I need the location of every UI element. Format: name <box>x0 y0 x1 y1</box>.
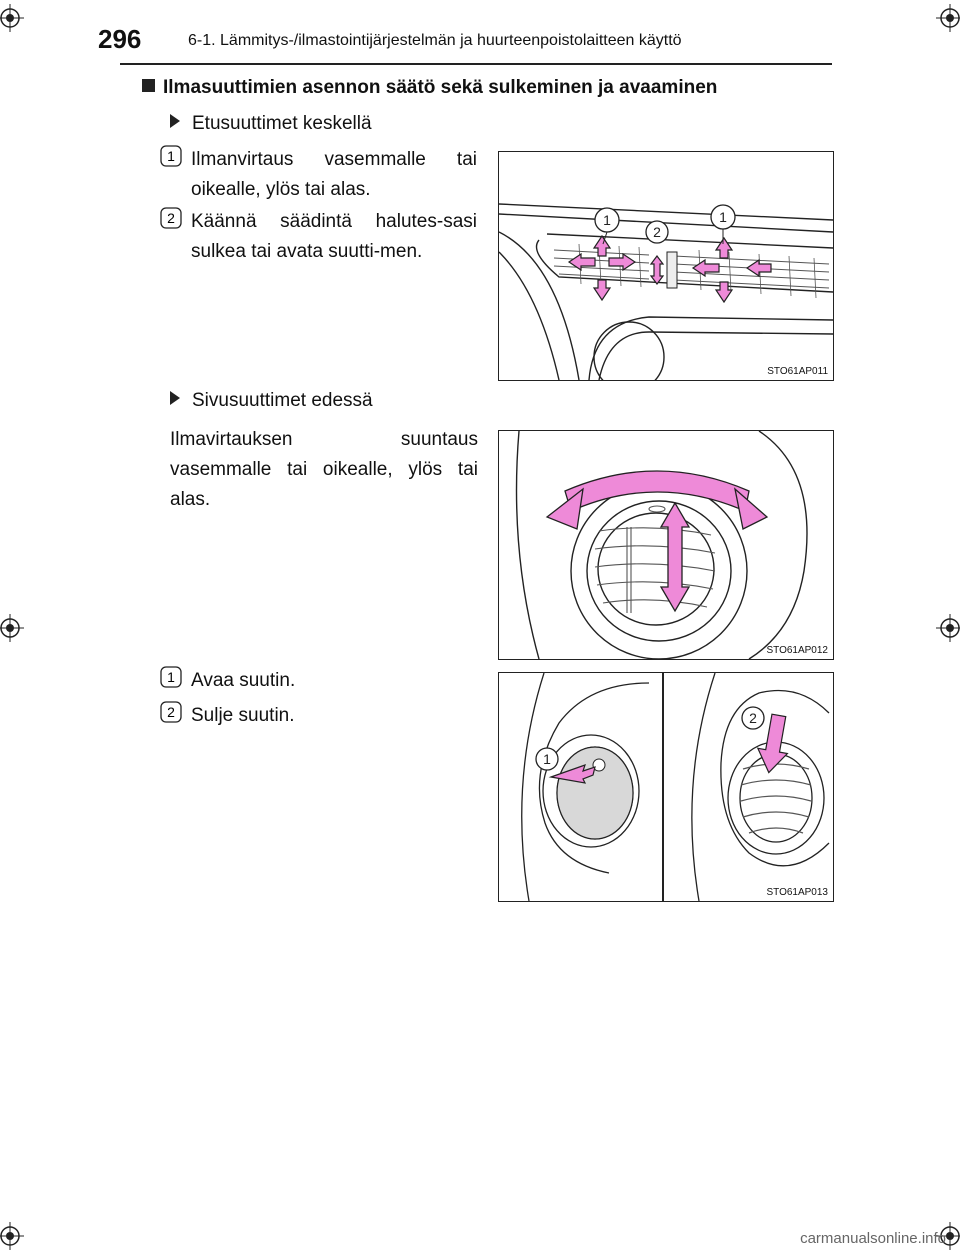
side-vent-direction-figure <box>498 430 834 660</box>
center-vents-heading-text: Etusuuttimet keskellä <box>192 113 372 134</box>
triangle-bullet-icon <box>170 114 180 128</box>
svg-text:1: 1 <box>167 148 175 164</box>
side-vent-direction-illustration <box>499 431 833 659</box>
step-number-badge-icon <box>160 207 182 229</box>
callout-label: 1 <box>603 212 611 228</box>
side-vents-paragraph: Ilmavirtauksen suuntaus vasemmalle tai oikealle, ylös tai alas. <box>170 429 478 510</box>
figure-code: STO61AP011 <box>767 366 828 377</box>
svg-text:1: 1 <box>167 669 175 685</box>
page-number: 296 <box>98 24 142 54</box>
figure-code: STO61AP012 <box>766 645 828 656</box>
header-rule <box>120 63 832 65</box>
section-title-text: Ilmasuuttimien asennon säätö sekä sulkeminen ja avaaminen <box>163 77 718 98</box>
side-vent-open-close-illustration <box>499 673 833 901</box>
center-vents-heading <box>170 113 372 135</box>
callout-label: 1 <box>543 751 551 767</box>
registration-mark-icon <box>936 614 960 642</box>
running-head: 6-1. Lämmitys-/ilmastointijärjestelmän ja huurteenpoistolaitteen käyttö <box>188 32 682 49</box>
center-step-2-text: Käännä säädintä halutes-sasi sulkea tai avata suutti-men. <box>191 211 477 262</box>
square-bullet-icon <box>142 79 155 92</box>
side-vents-heading-text: Sivusuuttimet edessä <box>192 390 373 411</box>
section-title <box>142 77 717 99</box>
svg-text:2: 2 <box>167 704 175 720</box>
side-step-2-text: Sulje suutin. <box>191 705 295 726</box>
step-number-badge-icon <box>160 701 182 723</box>
side-vents-heading <box>170 390 373 412</box>
figure-code: STO61AP013 <box>766 887 828 898</box>
center-step-1-text: Ilmanvirtaus vasemmalle tai oikealle, ylös tai alas. <box>191 149 477 200</box>
registration-mark-icon <box>936 4 960 32</box>
side-step-1-text: Avaa suutin. <box>191 670 296 691</box>
step-number-badge-icon <box>160 666 182 688</box>
footer-watermark: carmanualsonline.info <box>800 1230 946 1247</box>
registration-mark-icon <box>0 1222 24 1250</box>
callout-label: 2 <box>653 224 661 240</box>
callout-label: 2 <box>749 710 757 726</box>
center-vents-illustration <box>499 152 833 380</box>
side-vent-open-close-figure <box>498 672 834 902</box>
svg-text:2: 2 <box>167 210 175 226</box>
registration-mark-icon <box>0 614 24 642</box>
triangle-bullet-icon <box>170 391 180 405</box>
callout-label: 1 <box>719 209 727 225</box>
registration-mark-icon <box>0 4 24 32</box>
step-number-badge-icon <box>160 145 182 167</box>
center-vents-figure <box>498 151 834 381</box>
